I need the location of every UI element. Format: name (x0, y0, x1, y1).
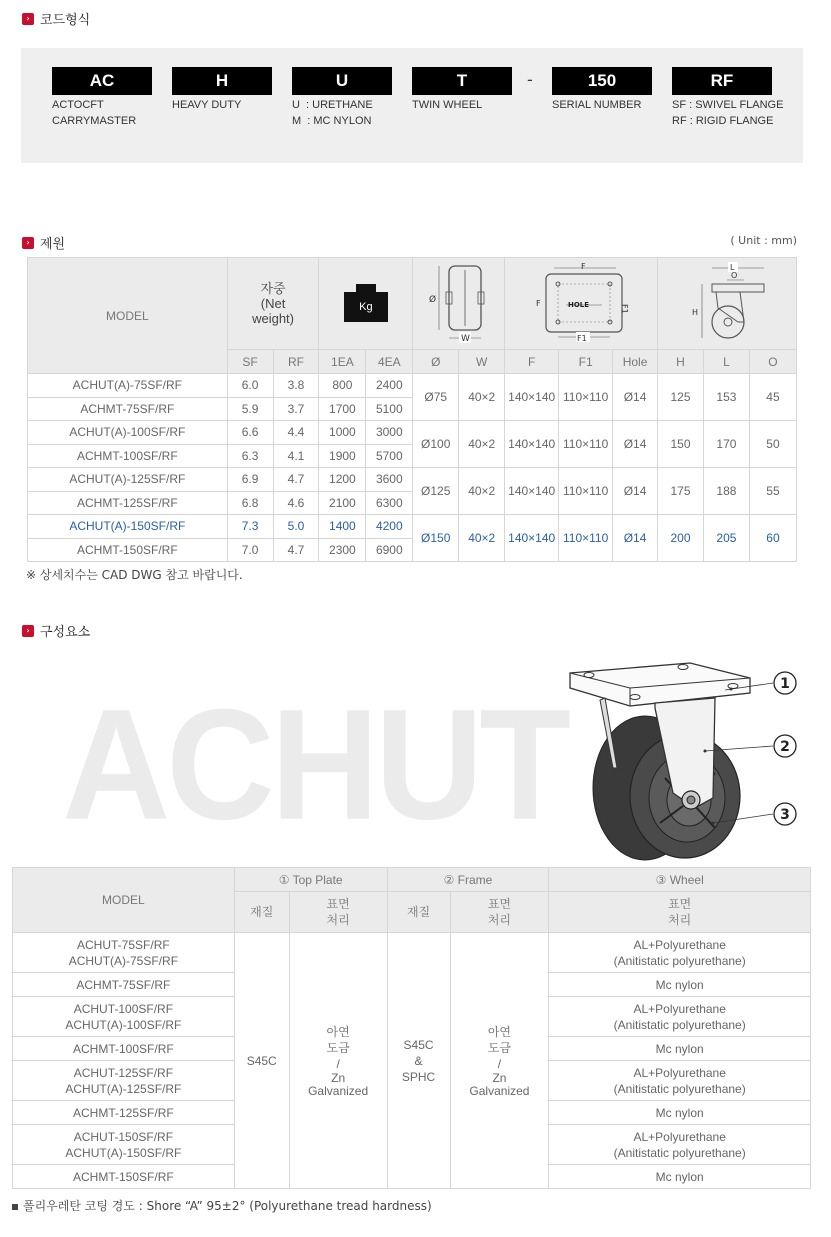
spec-sub-f1: F1 (559, 350, 613, 374)
chevron-right-icon: › (22, 237, 34, 249)
cell-l: 153 (703, 374, 749, 421)
spec-head-wheel-diagram (413, 258, 505, 350)
cell-1ea: 1900 (319, 444, 366, 468)
comp-head-material: 재질 (387, 892, 450, 933)
cell-f: 140×140 (505, 421, 559, 468)
code-t: T (412, 67, 512, 95)
table-row (28, 374, 797, 398)
comp-head-top-plate: ① Top Plate (234, 868, 387, 892)
code-item-ac (52, 67, 152, 129)
cell-4ea: 3000 (366, 421, 413, 445)
code-item-serial (552, 67, 652, 113)
cell-w: 40×2 (459, 374, 505, 421)
spec-table (27, 257, 797, 562)
cell-4ea: 2400 (366, 374, 413, 398)
spec-head-model: MODEL (28, 258, 228, 374)
spec-sub-l: L (703, 350, 749, 374)
cell-4ea: 5100 (366, 397, 413, 421)
section-title-spec-label: 제원 (40, 237, 66, 252)
cell-l: 188 (703, 468, 749, 515)
spec-sub-f: F (505, 350, 559, 374)
cell-h: 150 (658, 421, 704, 468)
cell-frame-surface: 아연 도금 / Zn Galvanized (450, 933, 549, 1189)
cell-1ea: 800 (319, 374, 366, 398)
cell-o: 60 (749, 515, 796, 562)
cell-sf: 6.3 (227, 444, 273, 468)
code-rf-desc: SF : SWIVEL FLANGE RF : RIGID FLANGE (672, 99, 784, 127)
cell-w: 40×2 (459, 421, 505, 468)
cell-sf: 6.8 (227, 491, 273, 515)
cell-rf: 4.4 (273, 421, 319, 445)
cell-rf: 4.7 (273, 468, 319, 492)
table-row (28, 468, 797, 492)
cell-model: ACHMT-125SF/RF (13, 1101, 235, 1125)
cell-model: ACHUT-150SF/RF ACHUT(A)-150SF/RF (13, 1125, 235, 1165)
code-rf: RF (672, 67, 772, 95)
cell-model: ACHUT-75SF/RF ACHUT(A)-75SF/RF (13, 933, 235, 973)
spec-sub-o: O (749, 350, 796, 374)
cell-model: ACHUT(A)-125SF/RF (28, 468, 228, 492)
spec-sub-w: W (459, 350, 505, 374)
cell-rf: 3.7 (273, 397, 319, 421)
code-item-u (292, 67, 392, 129)
watermark-achut: ACHUT (62, 675, 567, 853)
cell-4ea: 5700 (366, 444, 413, 468)
code-ac: AC (52, 67, 152, 95)
cell-1ea: 1700 (319, 397, 366, 421)
cell-1ea: 2100 (319, 491, 366, 515)
cell-o: 50 (749, 421, 796, 468)
cell-l: 205 (703, 515, 749, 562)
cell-dia: Ø75 (413, 374, 459, 421)
cell-top-plate-material: S45C (234, 933, 289, 1189)
cell-model: ACHUT(A)-100SF/RF (28, 421, 228, 445)
code-item-h (172, 67, 272, 113)
cell-rf: 4.7 (273, 538, 319, 562)
cell-model: ACHUT-100SF/RF ACHUT(A)-100SF/RF (13, 997, 235, 1037)
cell-sf: 6.0 (227, 374, 273, 398)
cell-1ea: 1000 (319, 421, 366, 445)
code-u-desc: U : URETHANE M : MC NYLON (292, 99, 373, 127)
cell-f: 140×140 (505, 374, 559, 421)
cell-f: 140×140 (505, 468, 559, 515)
code-h-desc: HEAVY DUTY (172, 99, 242, 111)
cell-1ea: 1200 (319, 468, 366, 492)
code-ac-desc: ACTOCFT CARRYMASTER (52, 99, 137, 127)
spec-head-plate-diagram (505, 258, 658, 350)
svg-text:F: F (536, 299, 541, 308)
cell-rf: 4.6 (273, 491, 319, 515)
cell-4ea: 4200 (366, 515, 413, 539)
code-150-desc: SERIAL NUMBER (552, 99, 642, 111)
cell-model: ACHMT-100SF/RF (28, 444, 228, 468)
components-table (12, 867, 811, 1189)
plate-dimension-diagram (526, 260, 636, 344)
section-title-spec (22, 233, 65, 252)
weight-kg-icon: Kg (342, 284, 390, 324)
cell-f1: 110×110 (559, 421, 613, 468)
cell-l: 170 (703, 421, 749, 468)
cell-dia: Ø150 (413, 515, 459, 562)
callout-1-label: 1 (780, 676, 790, 692)
comp-head-material: 재질 (234, 892, 289, 933)
cell-wheel: AL+Polyurethane (Anitistatic polyurethane) (549, 1125, 811, 1165)
svg-text:L: L (730, 263, 735, 272)
spec-sub-hole: Hole (613, 350, 658, 374)
chevron-right-icon: › (22, 625, 34, 637)
cell-rf: 4.1 (273, 444, 319, 468)
spec-sub-1ea: 1EA (319, 350, 366, 374)
cell-o: 45 (749, 374, 796, 421)
cell-hole: Ø14 (613, 374, 658, 421)
cell-model: ACHUT(A)-150SF/RF (28, 515, 228, 539)
dia-label: Ø (428, 295, 436, 305)
cell-h: 175 (658, 468, 704, 515)
cell-sf: 7.3 (227, 515, 273, 539)
cell-rf: 3.8 (273, 374, 319, 398)
cell-wheel: Mc nylon (549, 973, 811, 997)
cell-f: 140×140 (505, 515, 559, 562)
cell-hole: Ø14 (613, 468, 658, 515)
cell-rf: 5.0 (273, 515, 319, 539)
cell-1ea: 1400 (319, 515, 366, 539)
code-150: 150 (552, 67, 652, 95)
cell-wheel: AL+Polyurethane (Anitistatic polyurethane) (549, 997, 811, 1037)
spec-sub-dia: Ø (413, 350, 459, 374)
cell-top-plate-surface: 아연 도금 / Zn Galvanized (289, 933, 387, 1189)
spec-sub-4ea: 4EA (366, 350, 413, 374)
height-dimension-diagram (672, 260, 782, 344)
w-label: W (460, 334, 470, 344)
cell-frame-material: S45C & SPHC (387, 933, 450, 1189)
table-row (13, 933, 811, 973)
svg-text:F1: F1 (577, 334, 587, 343)
spec-sub-rf: RF (273, 350, 319, 374)
spec-head-load (319, 258, 413, 350)
cell-1ea: 2300 (319, 538, 366, 562)
code-u: U (292, 67, 392, 95)
callout-2-label: 2 (780, 739, 790, 755)
tread-hardness-note (12, 1197, 432, 1214)
cell-hole: Ø14 (613, 515, 658, 562)
caster-illustration (555, 648, 805, 867)
tread-hardness-text: 폴리우레탄 코팅 경도 : Shore “A” 95±2° (Polyurethane tread hardness) (23, 1199, 432, 1213)
unit-label: ( Unit : mm) (730, 234, 797, 247)
comp-head-surface: 표면 처리 (450, 892, 549, 933)
comp-head-model: MODEL (13, 868, 235, 933)
section-title-components (22, 621, 90, 640)
cell-f1: 110×110 (559, 374, 613, 421)
cell-model: ACHUT-125SF/RF ACHUT(A)-125SF/RF (13, 1061, 235, 1101)
spec-sub-sf: SF (227, 350, 273, 374)
callout-3-label: 3 (780, 807, 790, 823)
comp-head-surface: 표면 처리 (289, 892, 387, 933)
table-row-highlighted (28, 515, 797, 539)
rigid-caster-image (555, 648, 805, 863)
cell-4ea: 3600 (366, 468, 413, 492)
cell-4ea: 6900 (366, 538, 413, 562)
section-title-code (22, 9, 90, 28)
cad-note: ※ 상세치수는 CAD DWG 참고 바랍니다. (26, 568, 243, 582)
cell-sf: 6.9 (227, 468, 273, 492)
cell-model: ACHMT-150SF/RF (28, 538, 228, 562)
code-item-t (412, 67, 512, 113)
code-h: H (172, 67, 272, 95)
cell-wheel: AL+Polyurethane (Anitistatic polyurethane) (549, 1061, 811, 1101)
svg-text:HOLE: HOLE (568, 301, 590, 309)
cell-f1: 110×110 (559, 468, 613, 515)
spec-head-height-diagram (658, 258, 797, 350)
cell-o: 55 (749, 468, 796, 515)
cell-w: 40×2 (459, 515, 505, 562)
spec-sub-h: H (658, 350, 704, 374)
cell-model: ACHMT-100SF/RF (13, 1037, 235, 1061)
wheel-dimension-diagram (419, 260, 499, 344)
cell-model: ACHMT-75SF/RF (28, 397, 228, 421)
cell-dia: Ø125 (413, 468, 459, 515)
cell-sf: 6.6 (227, 421, 273, 445)
code-format-box (21, 48, 803, 163)
section-title-code-label: 코드형식 (40, 13, 91, 28)
cell-w: 40×2 (459, 468, 505, 515)
cell-model: ACHUT(A)-75SF/RF (28, 374, 228, 398)
cell-model: ACHMT-125SF/RF (28, 491, 228, 515)
comp-head-wheel: ③ Wheel (549, 868, 811, 892)
comp-head-surface: 표면 처리 (549, 892, 811, 933)
code-t-desc: TWIN WHEEL (412, 99, 483, 111)
cell-model: ACHMT-150SF/RF (13, 1165, 235, 1189)
chevron-right-icon: › (22, 13, 34, 25)
cell-sf: 5.9 (227, 397, 273, 421)
code-dash: - (527, 70, 533, 89)
comp-head-frame: ② Frame (387, 868, 549, 892)
cell-wheel: Mc nylon (549, 1101, 811, 1125)
cell-f1: 110×110 (559, 515, 613, 562)
cell-sf: 7.0 (227, 538, 273, 562)
code-item-rf (672, 67, 783, 129)
square-bullet-icon (12, 1204, 18, 1210)
svg-text:F1: F1 (620, 304, 630, 314)
cell-wheel: Mc nylon (549, 1165, 811, 1189)
svg-text:H: H (692, 308, 699, 317)
cell-dia: Ø100 (413, 421, 459, 468)
section-title-components-label: 구성요소 (40, 625, 91, 640)
cell-wheel: Mc nylon (549, 1037, 811, 1061)
cell-h: 125 (658, 374, 704, 421)
spec-head-weight: 자중 (Net weight) (227, 258, 319, 350)
cell-model: ACHMT-75SF/RF (13, 973, 235, 997)
cell-wheel: AL+Polyurethane (Anitistatic polyurethane) (549, 933, 811, 973)
cell-h: 200 (658, 515, 704, 562)
svg-text:F: F (581, 262, 586, 271)
svg-text:O: O (731, 271, 738, 280)
cell-4ea: 6300 (366, 491, 413, 515)
table-row (28, 421, 797, 445)
cell-hole: Ø14 (613, 421, 658, 468)
